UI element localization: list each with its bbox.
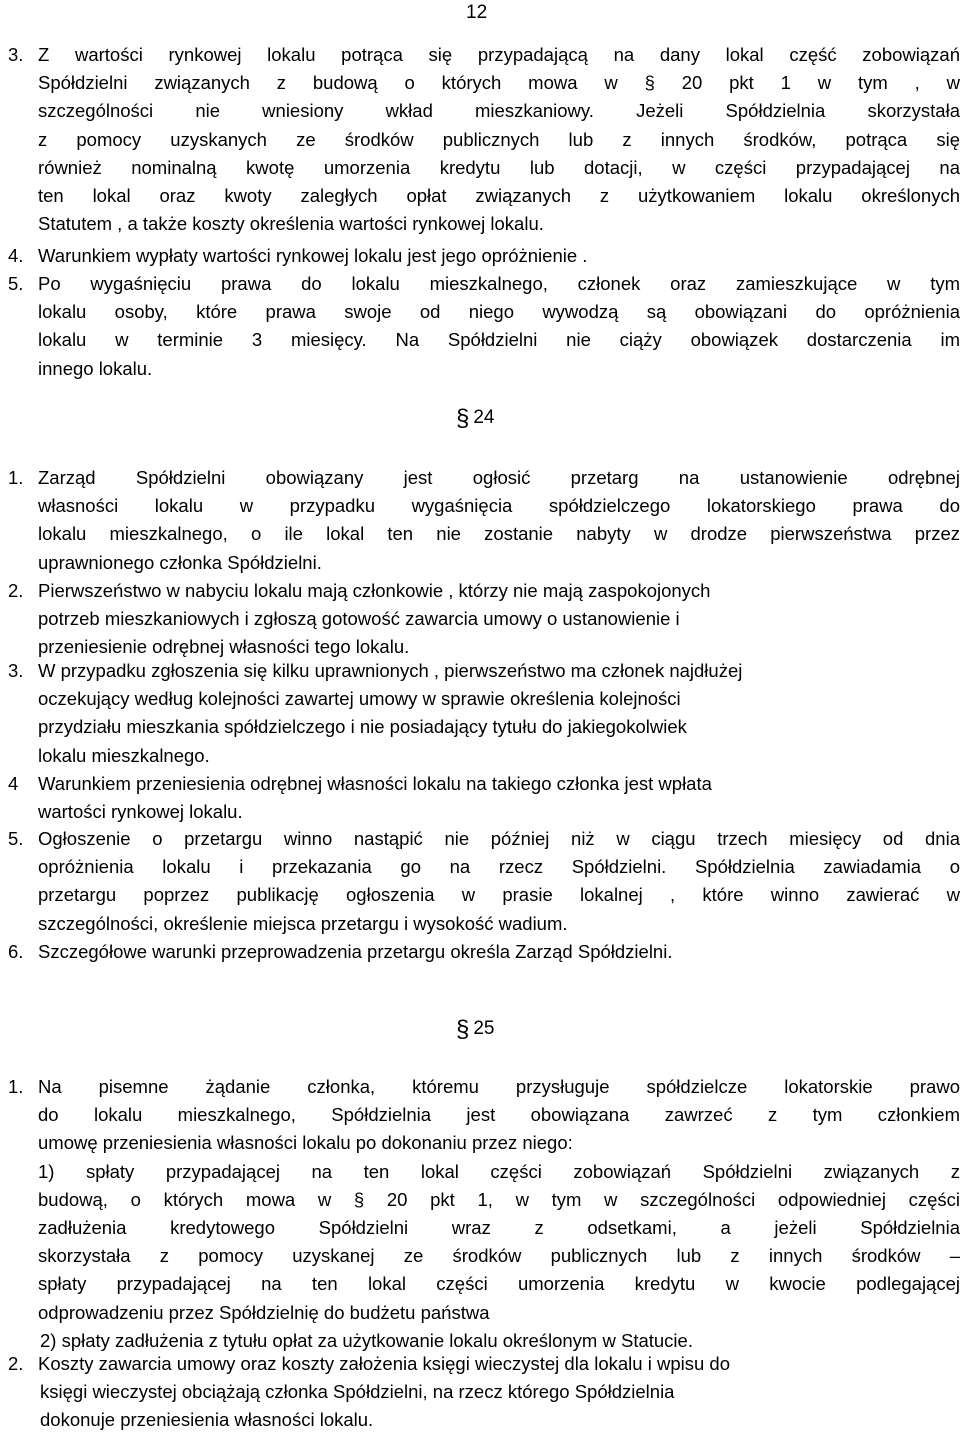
text-line: skorzystała z pomocy uzyskanej ze środków publicznych lub z innych środków – [38,1245,960,1267]
item-text [38,41,960,238]
section-heading-25 [456,1016,495,1044]
text-line: odprowadzeniu przez Spółdzielnię do budżetu państwa [38,1301,490,1323]
item-number: 6. [8,941,24,962]
text-line: umowę przeniesienia własności lokalu po dokonaniu przez niego: [38,1132,573,1154]
text-line: Szczegółowe warunki przeprowadzenia przetargu określa Zarząd Spółdzielni. [38,941,673,962]
text-line: do lokalu mieszkalnego, Spółdzielnia jest obowiązana zawrzeć z tym członkiem [38,1104,960,1126]
text-line: Po wygaśnięciu prawa do lokalu mieszkalnego, członek oraz zamieszkujące w tym [38,273,960,294]
item-number: 5. [8,273,24,294]
text-line: również nominalną kwotę umorzenia kredytu lub dotacji, w części przypadającej na [38,156,960,178]
text-line: przeniesienie odrębnej własności tego lokalu. [38,636,410,658]
item-number: 2. [8,580,24,601]
item-number: 4 [8,773,19,794]
text-line: z pomocy uzyskanych ze środków publicznych lub z innych środków, potrąca się [38,128,960,150]
text-line: ten lokal oraz kwoty zaległych opłat związanych z użytkowaniem lokalu określonych [38,185,960,207]
item-text [38,938,960,966]
item-text [38,657,960,770]
item-number: 3. [8,44,24,65]
text-line: szczególności nie wniesiony wkład mieszkaniowy. Jeżeli Spółdzielnia skorzystała [38,100,960,122]
section-symbol: § [456,1016,470,1043]
item-text [38,1073,960,1355]
section-number: 25 [473,1018,495,1039]
text-line: Z wartości rynkowej lokalu potrąca się przypadającą na dany lokal część zobowiązań [38,44,960,65]
text-line: 2) spłaty zadłużenia z tytułu opłat za użytkowanie lokalu określonym w Statucie. [40,1329,693,1351]
text-line: lokalu w terminie 3 miesięcy. Na Spółdzielni nie ciąży obowiązek dostarczenia im [38,329,960,351]
text-line: szczególności, określenie miejsca przetargu i wysokość wadium. [38,912,568,934]
item-number: 1. [8,1076,24,1097]
text-line: lokalu osoby, które prawa swoje od niego wywodzą są obowiązani do opróżnienia [38,301,960,323]
text-line: Zarząd Spółdzielni obowiązany jest ogłosić przetarg na ustanowienie odrębnej [38,467,960,488]
text-line: przydziału mieszkania spółdzielczego i nie posiadający tytułu do jakiegokolwiek [38,716,687,738]
item-text [38,242,960,270]
item-number: 5. [8,828,24,849]
text-line: przetargu poprzez publikację ogłoszenia w prasie lokalnej , które winno zawierać w [38,884,960,906]
text-line: budową, o których mowa w § 20 pkt 1, w tym w szczególności odpowiedniej części [38,1188,960,1210]
item-text [38,270,960,383]
text-line: Warunkiem wypłaty wartości rynkowej lokalu jest jego opróżnienie . [38,245,588,266]
item-text [38,825,960,938]
item-text [38,770,960,826]
text-line: lokalu mieszkalnego. [38,744,210,766]
item-number: 3. [8,660,24,681]
text-line: Koszty zawarcia umowy oraz koszty założenia księgi wieczystej dla lokalu i wpisu do [38,1353,730,1374]
section-heading-24 [456,405,495,433]
text-line: dokonuje przeniesienia własności lokalu. [40,1409,374,1431]
text-line: innego lokalu. [38,357,153,379]
page-number: 12 [466,2,488,23]
text-line: oczekujący według kolejności zawartej umowy w sprawie określenia kolejności [38,688,681,710]
text-line: Spółdzielni związanych z budową o których mowa w § 20 pkt 1 w tym , w [38,72,960,94]
text-line: uprawnionego członka Spółdzielni. [38,551,322,573]
item-number: 2. [8,1353,24,1374]
text-line: Ogłoszenie o przetargu winno nastąpić nie później niż w ciągu trzech miesięcy od dnia [38,828,960,849]
item-text [38,464,960,577]
item-number: 1. [8,467,24,488]
item-number: 4. [8,245,24,266]
text-line: wartości rynkowej lokalu. [38,801,243,823]
text-line: lokalu mieszkalnego, o ile lokal ten nie zostanie nabyty w drodze pierwszeństwa przez [38,523,960,545]
text-line: księgi wieczystej obciążają członka Spółdzielni, na rzecz którego Spółdzielnia [40,1381,675,1403]
section-number: 24 [473,407,495,428]
text-line: Pierwszeństwo w nabyciu lokalu mają członkowie , którzy nie mają zaspokojonych [38,580,711,601]
text-line: Na pisemne żądanie członka, któremu przysługuje spółdzielcze lokatorskie prawo [38,1076,960,1097]
text-line: spłaty przypadającej na ten lokal części umorzenia kredytu w kwocie podlegającej [38,1273,960,1295]
text-line: Statutem , a także koszty określenia wartości rynkowej lokalu. [38,213,544,235]
text-line: potrzeb mieszkaniowych i zgłoszą gotowość zawarcia umowy o ustanowienie i [38,608,680,630]
text-line: 1) spłaty przypadającej na ten lokal części zobowiązań Spółdzielni związanych z [38,1160,960,1182]
text-line: opróżnienia lokalu i przekazania go na rzecz Spółdzielni. Spółdzielnia zawiadamia o [38,856,960,878]
text-line: zadłużenia kredytowego Spółdzielni wraz z odsetkami, a jeżeli Spółdzielnia [38,1217,960,1239]
item-text [38,577,960,662]
item-text [38,1350,960,1435]
text-line: W przypadku zgłoszenia się kilku uprawnionych , pierwszeństwo ma członek najdłużej [38,660,743,681]
section-symbol: § [456,405,470,432]
text-line: Warunkiem przeniesienia odrębnej własności lokalu na takiego członka jest wpłata [38,773,712,794]
text-line: własności lokalu w przypadku wygaśnięcia spółdzielczego lokatorskiego prawa do [38,495,960,517]
